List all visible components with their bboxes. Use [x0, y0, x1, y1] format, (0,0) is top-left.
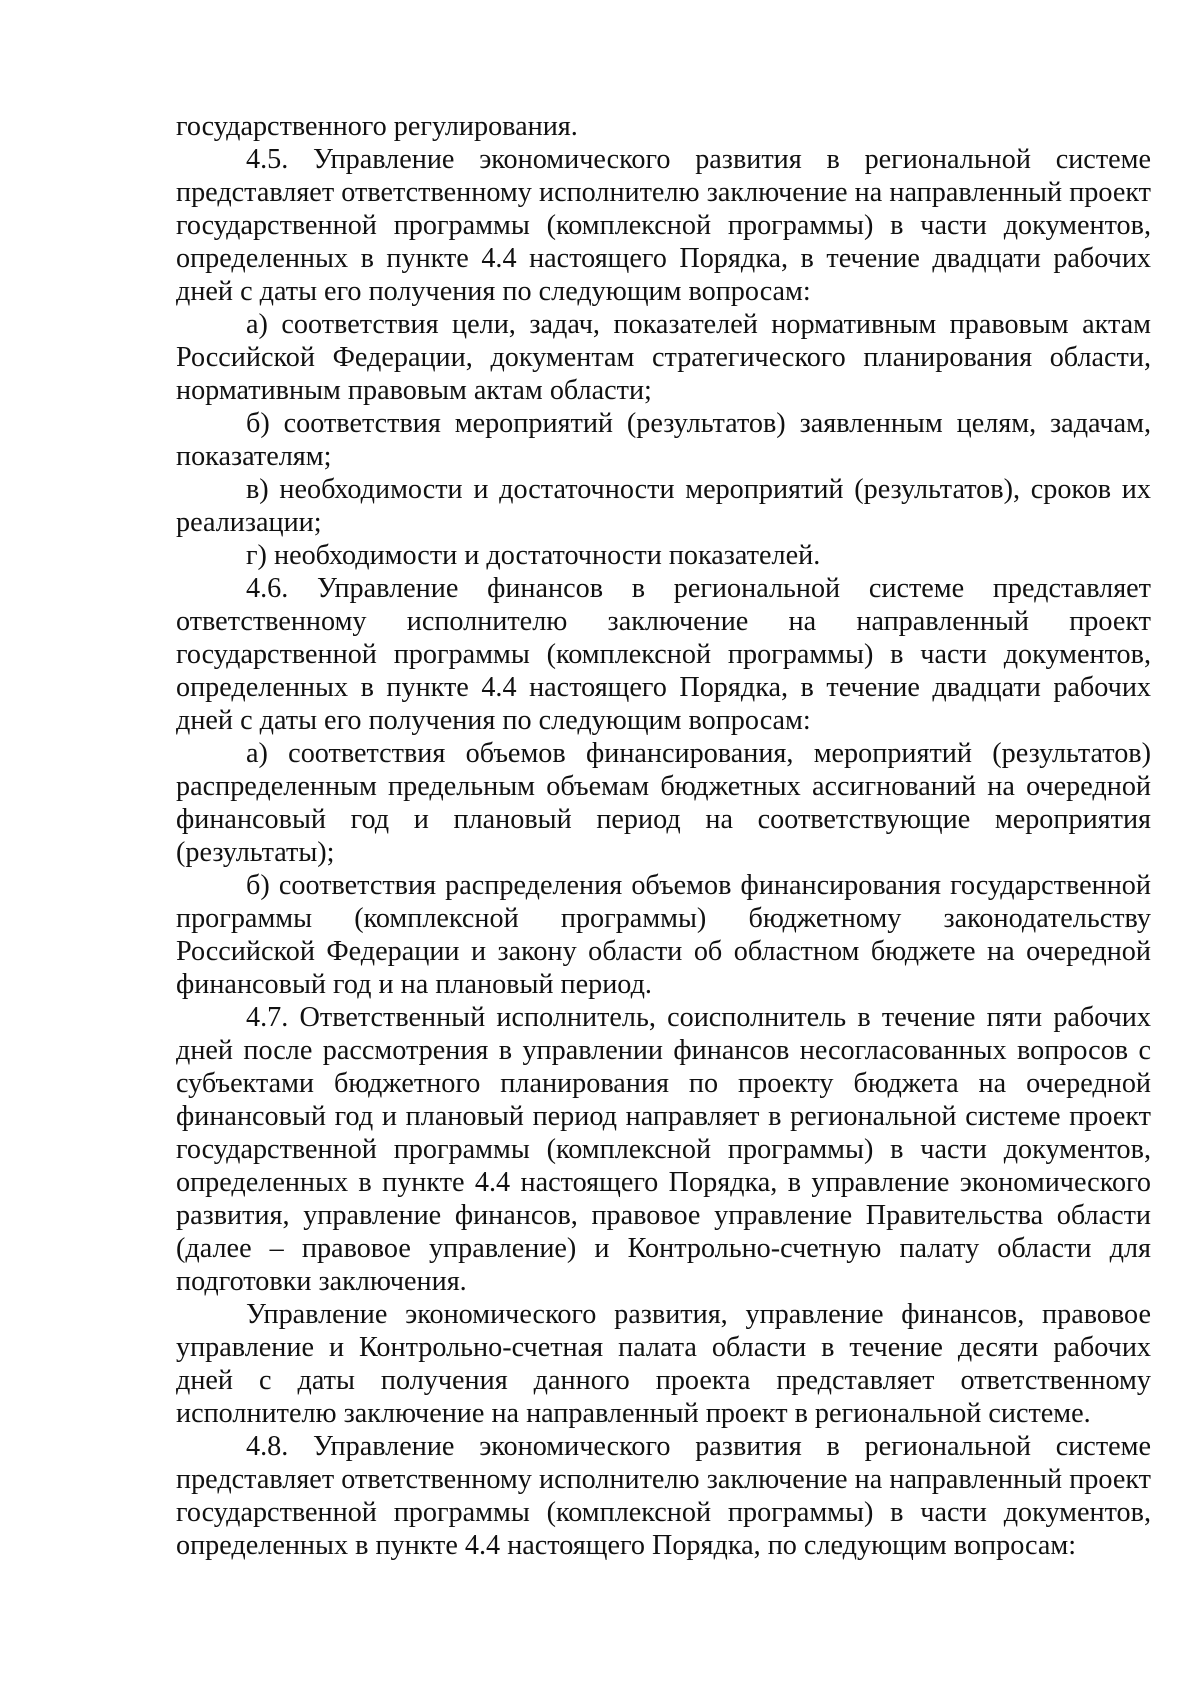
- paragraph-4-8: 4.8. Управление экономического развития в региональной системе представляет ответственному исполнителю заключение на направленный проект государственной программы (комплексной программы) в части документов, определенных в пункте 4.4 настоящего Порядка, по следующим вопросам:: [176, 1431, 1151, 1561]
- paragraph-4-6-b: б) соответствия распределения объемов финансирования государственной программы (комплексной программы) бюджетному законодательству Российской Федерации и закону области об областном бюджете на очередной финансовый год и на плановый период.: [176, 870, 1151, 1000]
- paragraph-4-6: 4.6. Управление финансов в региональной системе представляет ответственному исполнителю заключение на направленный проект государственной программы (комплексной программы) в части документов, определенных в пункте 4.4 настоящего Порядка, в течение двадцати рабочих дней с даты его получения по следующим вопросам:: [176, 573, 1151, 736]
- paragraph-4-5: 4.5. Управление экономического развития в региональной системе представляет ответственному исполнителю заключение на направленный проект государственной программы (комплексной программы) в части документов, определенных в пункте 4.4 настоящего Порядка, в течение двадцати рабочих дней с даты его получения по следующим вопросам:: [176, 144, 1151, 307]
- paragraph-4-6-a: а) соответствия объемов финансирования, мероприятий (результатов) распределенным предельным объемам бюджетных ассигнований на очередной финансовый год и плановый период на соответствующие мероприятия (результаты);: [176, 738, 1151, 868]
- document-body: [176, 110, 1151, 1562]
- paragraph-4-5-g: г) необходимости и достаточности показателей.: [246, 540, 821, 571]
- paragraph-continuation: государственного регулирования.: [176, 111, 578, 142]
- paragraph-4-5-b: б) соответствия мероприятий (результатов) заявленным целям, задачам, показателям;: [176, 408, 1151, 472]
- paragraph-4-5-a: а) соответствия цели, задач, показателей нормативным правовым актам Российской Федерации, документам стратегического планирования области, нормативным правовым актам области;: [176, 309, 1151, 406]
- paragraph-4-5-v: в) необходимости и достаточности мероприятий (результатов), сроков их реализации;: [176, 474, 1151, 538]
- paragraph-4-7-second: Управление экономического развития, управление финансов, правовое управление и Контрольно-счетная палата области в течение десяти рабочих дней с даты получения данного проекта представляет ответственному исполнителю заключение на направленный проект в региональной системе.: [176, 1299, 1151, 1429]
- paragraph-4-7: 4.7. Ответственный исполнитель, соисполнитель в течение пяти рабочих дней после рассмотрения в управлении финансов несогласованных вопросов с субъектами бюджетного планирования по проекту бюджета на очередной финансовый год и плановый период направляет в региональной системе проект государственной программы (комплексной программы) в части документов, определенных в пункте 4.4 настоящего Порядка, в управление экономического развития, управление финансов, правовое управление Правительства области (далее – правовое управление) и Контрольно-счетную палату области для подготовки заключения.: [176, 1002, 1151, 1297]
